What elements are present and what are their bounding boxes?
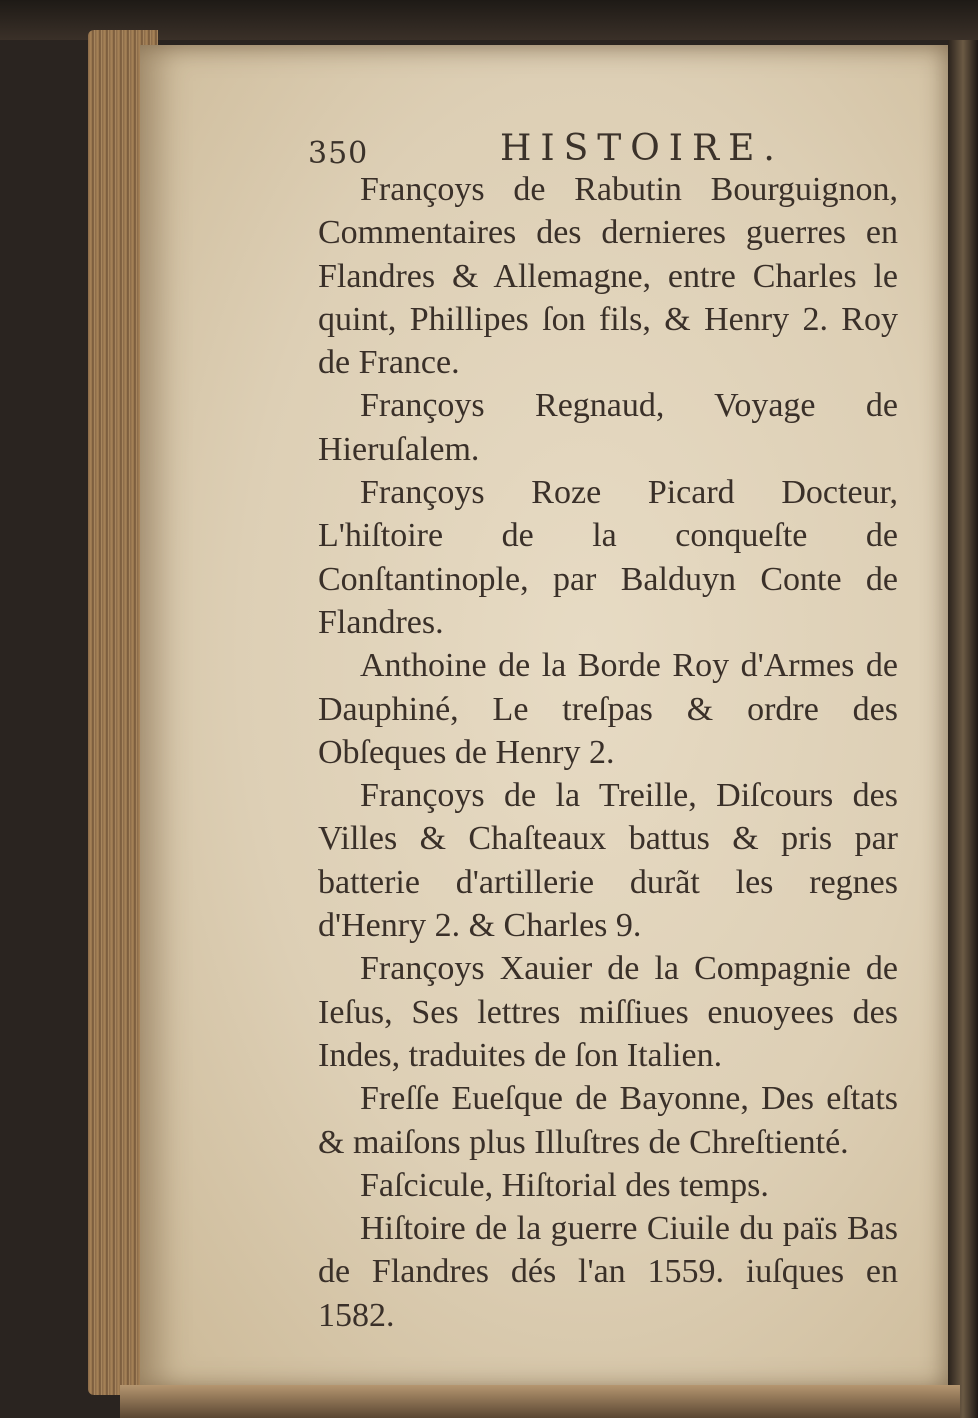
entry-roze: Françoys Roze Picard Docteur, L'hiſtoire de la conqueſte de Conſtantinople, par Balduyn Conte de Flandres.: [318, 474, 898, 641]
book-gutter: [948, 40, 978, 1418]
page-number: 350: [308, 136, 369, 171]
entry-xauier: Françoys Xauier de la Compagnie de Ieſus, Ses lettres miſſiues enuoyees des Indes, traduites de ſon Italien.: [318, 950, 898, 1074]
entry-regnaud: Françoys Regnaud, Voyage de Hieruſalem.: [318, 387, 898, 468]
entry-la-treille: Françoys de la Treille, Diſcours des Villes & Chaſteaux battus & pris par batterie d'artillerie durãt les regnes d'Henry 2. & Charles 9.: [318, 777, 898, 945]
page-bottom-edge: [120, 1385, 960, 1418]
entry-fresse: Freſſe Eueſque de Bayonne, Des eſtats & maiſons plus Illuſtres de Chreſtienté.: [318, 1080, 898, 1161]
text-block: [318, 168, 898, 1337]
running-title: HISTOIRE.: [500, 128, 784, 169]
entry-rabutin: Françoys de Rabutin Bourguignon, Commentaires des dernieres guerres en Flandres & Allemagne, entre Charles le quint, Phillipes ſon fils, & Henry 2. Roy de France.: [318, 171, 898, 382]
entry-fascicule: Faſcicule, Hiſtorial des temps.: [360, 1166, 769, 1204]
entry-histoire-guerre: Hiſtoire de la guerre Ciuile du païs Bas de Flandres dés l'an 1559. iuſques en 1582.: [318, 1210, 898, 1334]
entry-la-borde: Anthoine de la Borde Roy d'Armes de Dauphiné, Le treſpas & ordre des Obſeques de Henry 2.: [318, 647, 898, 771]
